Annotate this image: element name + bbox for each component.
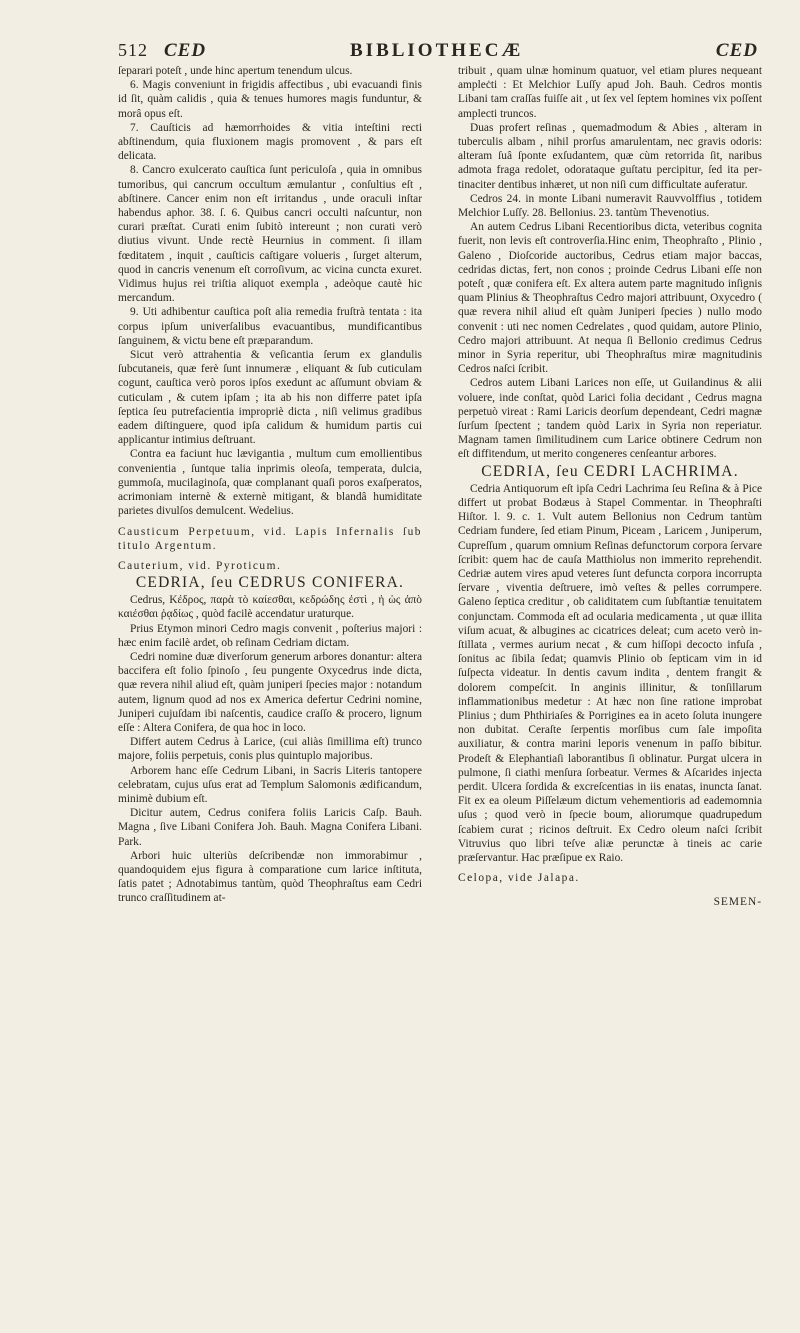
paragraph: 9. Uti adhibentur cauſtica poſt alia remedia fruſtrà tentata : ita corpus ipſum univerſalibus evacuantibus, mundificantibus ſanguinem, & victu bene eſt præparandum. (118, 306, 422, 347)
paragraph: 8. Cancro exulcerato cauſtica ſunt periculoſa , quia in omnibus tumoribus, qui cancrum occultum æmulantur , conſultius eſt , abſtinere. Cancer enim non eſt irritandus , unde oraculi inſtar habendus aphor. 38. ſ. 6. Quibus cancri occulti naſcuntur, non curari præſtat. Curati enim ſubitò intereunt ; non curati verò diutius vivunt. Unde rectè Heurnius in comment. ſi illam fœditatem , inquit , cauſticis caſtigare volueris , ſurget alterum, quod in cancris venenum eſt corroſivum, ac vicina cuncta exuret. Vidimus hujus rei triſtia aliquot exempla , adeòque cautè hic mercandum. (118, 164, 422, 305)
paragraph: Arbori huic ulteriùs deſcribendæ non immorabimur , quandoquidem ejus figura à comparatione cum larice inſtituta, ſatis patet ; Adnotabimus tantùm, quòd Theophraſtus eam Cedri trunco craſſitudinem at- (118, 849, 422, 905)
section-heading: CEDRIA, ſeu CEDRI LACHRIMA. (481, 462, 739, 480)
paragraph: Cedrus, Κέδρος, παρὰ τὸ καίεσθαι, κεδρώδης ἐστὶ , ἡ ὡς ἀπὸ καιέσθαι ῥᾳδίως , quòd facilè accendatur uraturque. (118, 594, 422, 621)
paragraph: Duas profert reſinas , quemadmodum & Abies , alteram in tuberculis albam , nihil prorſus amarulentam, nec gravis odoris: alteram ſuâ ſponte exſudantem, quæ cùm retorrida ſit, naribus admota fraga redolet, odorataque guſtatu percipitur, ſed ita pertinaciter dentibus inhæret, ut non niſi cum difficultate auferatur. (458, 121, 762, 191)
catchword: SEMEN- (713, 896, 762, 909)
paragraph: Prius Etymon minori Cedro magis convenit , poſterius majori : hæc enim facilè ardet, ob reſinam Cedriam dictam. (118, 622, 422, 649)
paragraph: Arborem hanc eſſe Cedrum Libani, in Sacris Literis tantopere celebratam, cujus uſus erat ad Templum Salomonis ædificandum, minimè dubium eſt. (118, 764, 422, 805)
paragraph: 7. Cauſticis ad hæmorrhoides & vitia inteſtini recti abſtinendum, quia fluxionem magis promovent , & pars eſt delicata. (118, 121, 422, 163)
paragraph: An autem Cedrus Libani Recentioribus dicta, veteribus cognita fuerit, non levis eſt controverſia.Hinc enim, Theophraſto , Plinio , Galeno , Dioſcoride auctoribus, Cedrus etiam major baccas, cedridas dictas, fert, non conos ; proinde Cedrus Libani eſſe non poteſt , quæ conifera eſt. Ex altera autem parte magnitudo inſignis quam Plinius & Theophraſtus Cedro majori attribuunt, Oxycedro ( quæ revera nihil aliud eſt quàm Juniperi ſpecies ) nullo modo convenit : uti nec nomen Cedrelates , quod quidam, autore Plinio, Cedro majori attribuunt. At nequa ſi Bellonio credimus Cedrus minor in Syria reperitur, ubi Theophraſtus miræ magnitudinis Cedros naſci ſcribit. (458, 221, 762, 376)
running-header (118, 40, 758, 66)
paragraph: ſeparari poteſt , unde hinc apertum tenendum ulcus. (118, 65, 353, 77)
paragraph: Cedria Antiquorum eſt ipſa Cedri Lachrima ſeu Reſina & à Pice differt ut probat Bodæus à Stapel Commentar. in Theophraſti Hiſtor. l. 9. c. 1. Vult autem Bellonius non Cedrum tantùm Cedriam fundere, ſed etiam Pinum, Piceam , Laricem , Juniperum, Cupreſſum , quarum omnium Reſinas defunctorum corpora ſervare ſcribit: quem hac de cauſa Matthiolus non immerito reprehendit. Cedriæ autem vires apud veteres ſunt defuncta corpora incorrupta ſervare , viventia deſtruere, imò veſtes & pelles corrumpere. Galeno ſeptica creditur , ob caliditatem cum ſubſtantiæ tenuitatem conjunctam. Commoda eſt ad ocularia medicamenta , ut quæ illita viſum acuat, & albugines ac cicatrices deleat; cum aceto verò inſtillata , vermes aurium necat , & cum hiſſopi decocto infuſa , ſonitus ac ſibila ſedat; quamvis Plinio ob ſepticam vim in id ſuſpecta videatur. In dentis cavum indita , dentem frangit & dolorem compeſcit. In anginis illinitur, & tonſillarum inflammationibus medetur : At hæc non ſine ratione improbat Plinius ; dum Phthiriaſes & Porrigines ea in aceto ſoluta inungere non dubitat. Ceraſte ſerpentis morſibus cum ſale impoſita auxiliatur, & contra marini leporis venenum in paſſo bibitur. Prodeſt & Elephantiaſi laborantibus ſi oblinatur. Purgat ulcera in pulmone, ſi ciathi menſura ſorbeatur. Vermes & Aſcarides injecta perdit. Ulcera ſordida & excreſcentias in iis enatas, inuncta ſanat. Fit ex ea oleum Piſſelæum dictum vehementioris ad eademomnia uſus ; quod verò in ſpecie boum, aliorumque quadrupedum ſcabiem curat ; ricinos deſtruit. Ex Cedro oleum naſci ſcribit Vitruvius quo libri teſve aliæ perunctæ à tineis ac carie præſervantur. Hac præſipue ex Raio. (458, 482, 762, 864)
running-title: BIBLIOTHECÆ (350, 40, 524, 61)
paragraph: 6. Magis conveniunt in frigidis affectibus , ubi evacuandi finis id ſit, quàm calidis , quia & tenues humores magis funduntur, & morâ opus eſt. (118, 79, 422, 120)
paragraph: Cedros autem Libani Larices non eſſe, ut Guilandinus & alii voluere, inde conſtat, quòd Larici folia decidant , Cedrus magna perpetuò vireat : Rami Laricis deorſum dependeant, Cedri magnæ ſurſum ſpectent ; tandem quòd Larix in Syria non reperiatur. Magnam tamen ſimilitudinem cum Larice obtinere Cedrum non eſt diffitendum, ut merito congeneres cenſeantur arbores. (458, 377, 762, 461)
cross-reference: Cauterium, vid. Pyroticum. (118, 559, 282, 572)
running-head-left: CED (164, 40, 207, 61)
section-heading: CEDRIA, ſeu CEDRUS CONIFERA. (135, 574, 405, 592)
right-text-column (458, 64, 762, 910)
paragraph: Differt autem Cedrus à Larice, (cui aliàs ſimillima eſt) trunco majore, foliis perpetuis, conis plus quintuplo majoribus. (118, 736, 422, 763)
cross-reference: Causticum Perpetuum, vid. Lapis Infernalis ſub titulo Argentum. (118, 525, 422, 552)
paragraph: Cedri nomine duæ diverſorum generum arbores donantur: altera baccifera eſt folio ſpinoſo , ſeu pungente Oxycedrus inde dicta, quæ revera nihil aliud eſt, quàm juniperi ſpecies major : notandum autem, lignum quod ad nos ex America defertur Cedrini nomine, Juniperi cujuſdam ibi naſcentis, caudice craſſo & procero, lignum eſſe : Altera Conifera, de qua hoc in loco. (118, 650, 422, 734)
paragraph: Sicut verò attrahentia & veſicantia ſerum ex glandulis ſubcutaneis, quæ ferè ſunt innumeræ , eliquant & ſub cuticulam cogunt, cauſtica verò poros ipſos exedunt ac aſſumunt obviam & cuticulam , & cutem ipſam ; ita ab his non differre patet ipſa ſeptica ſeu putrefacientia impropriè dicta , niſi velimus gradibus eadem diſtinguere, quod ipſa calidum & humidum partis cui applicantur intimius deſtruant. (118, 349, 422, 447)
running-head-right: CED (715, 40, 758, 61)
page-number: 512 (118, 40, 148, 60)
left-text-column (118, 64, 422, 906)
paragraph: Cedros 24. in monte Libani numeravit Rauvvolffius , totidem Melchior Luſſy. 28. Bellonius. 23. tantùm Thevenotius. (458, 192, 762, 220)
paragraph: Dicitur autem, Cedrus conifera foliis Laricis Caſp. Bauh. Magna , ſive Libani Conifera Joh. Bauh. Magna Conifera Libani. Park. (118, 807, 422, 848)
cross-reference: Celopa, vide Jalapa. (458, 872, 580, 885)
paragraph: Contra ea faciunt huc lævigantia , multum cum emollientibus convenientia , ſuntque talia inprimis oleoſa, temperata, dulcia, gummoſa, mucilaginoſa, quæ complanant quaſi poros exaſperatos, acrimoniam internè & externè mitigant, & blandâ humiditate parietes divulſos demulcent. Wedelius. (118, 448, 422, 518)
paragraph: tribuit , quam ulnæ hominum quatuor, vel etiam plures nequeant ampleċti : Et Melchior Luſſy apud Joh. Bauh. Cedros montis Libani tam craſſas fuiſſe ait , ut ſex vel ſeptem homines vix poſſent amplecti truncos. (458, 65, 762, 120)
